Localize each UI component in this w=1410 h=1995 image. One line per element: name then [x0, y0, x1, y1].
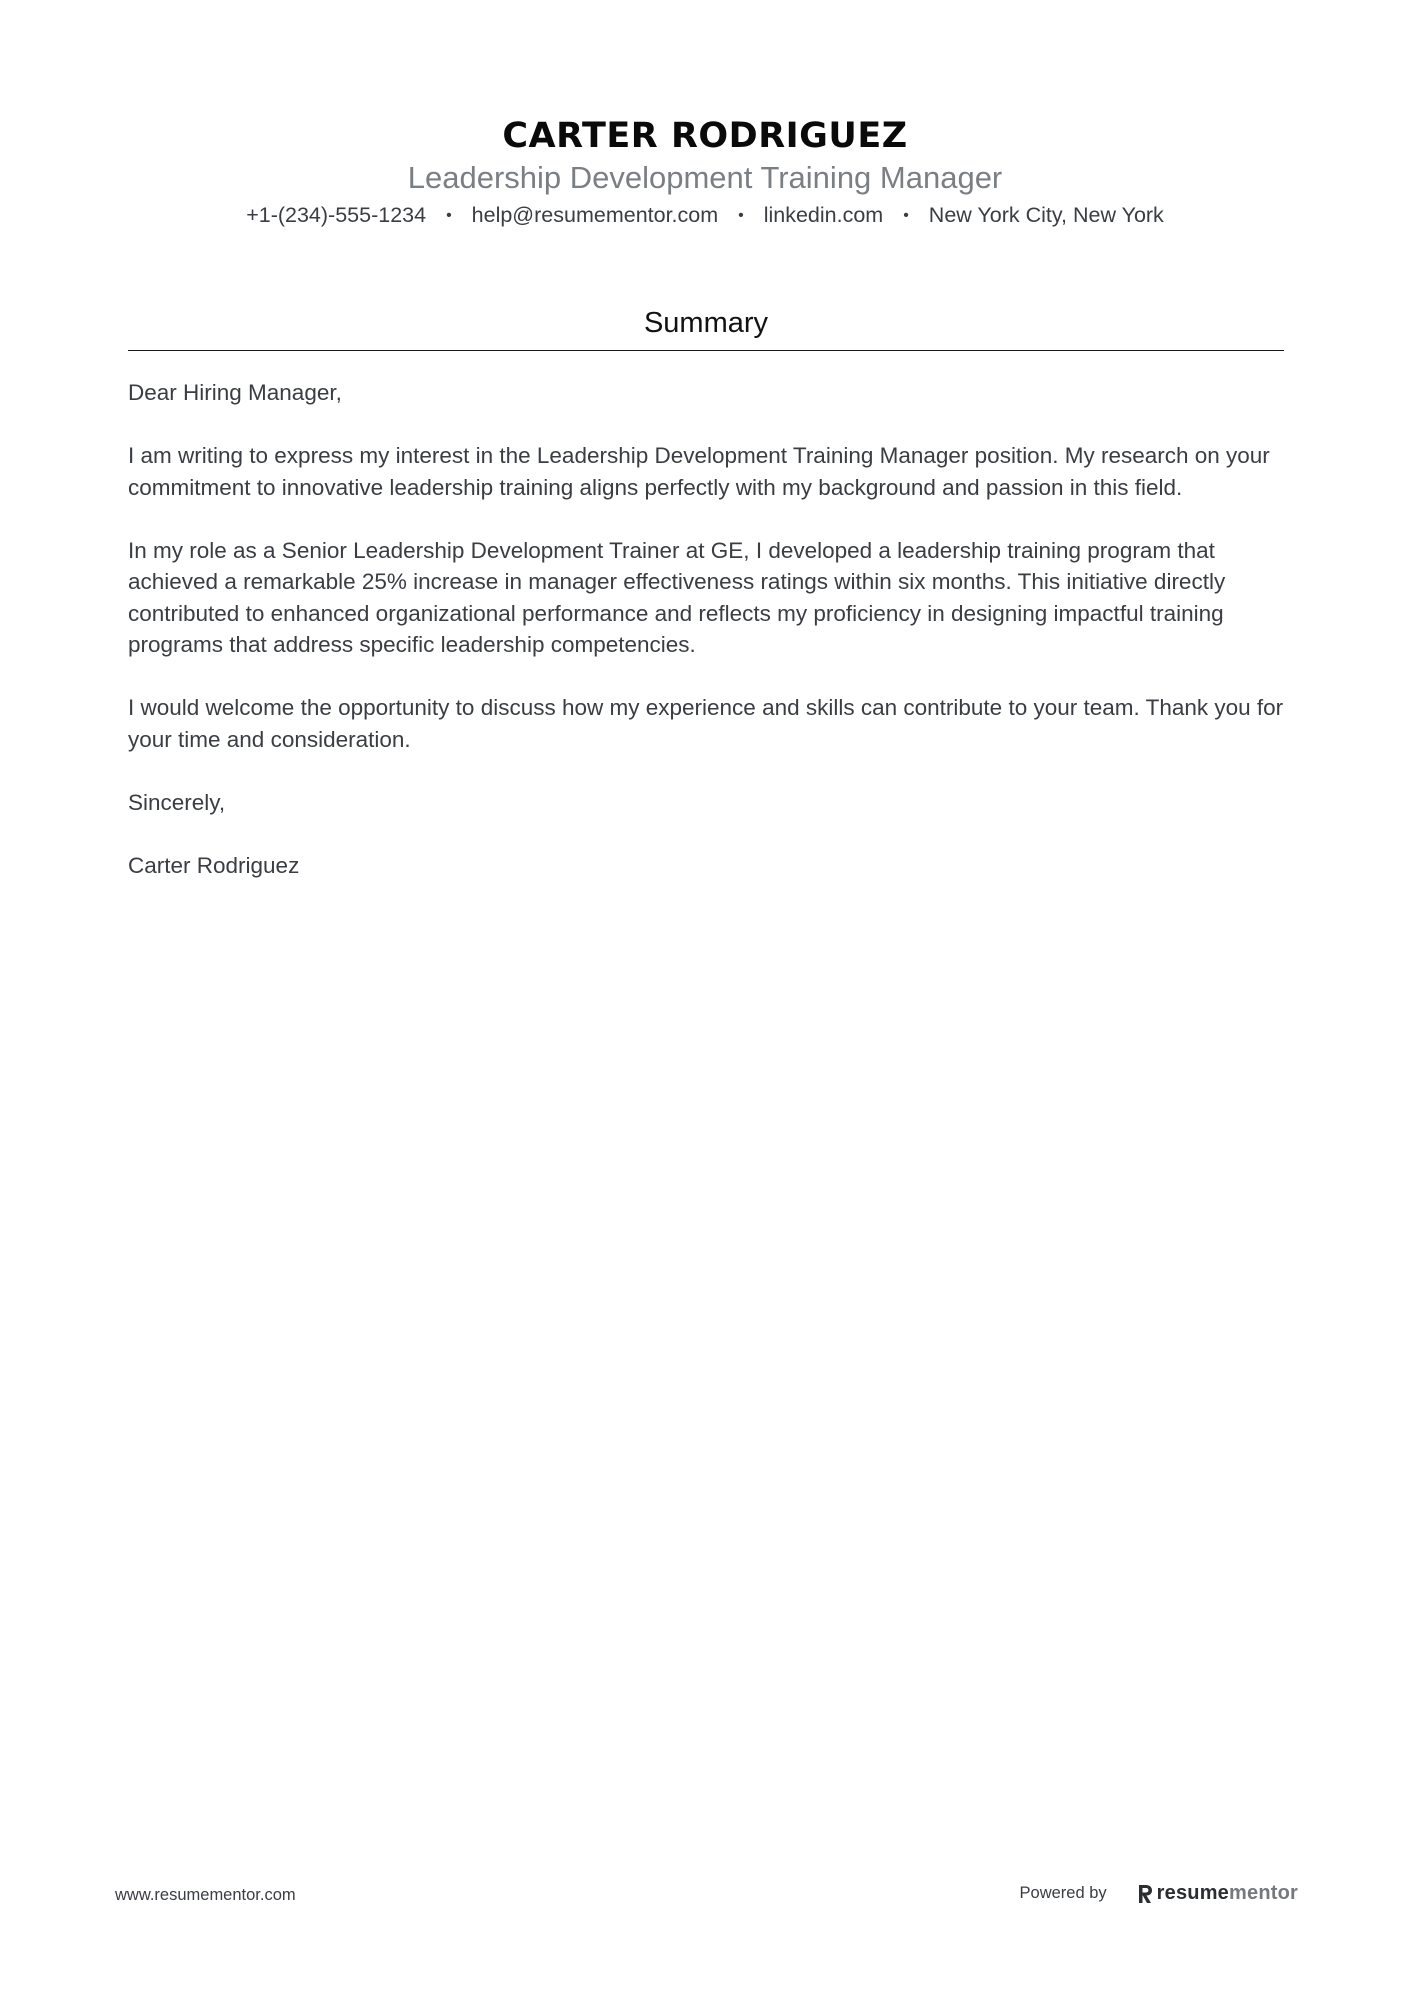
candidate-name: CARTER RODRIGUEZ — [502, 116, 908, 156]
letter-greeting: Dear Hiring Manager, — [128, 380, 342, 405]
contact-separator: • — [903, 207, 909, 224]
section-title: Summary — [128, 303, 1284, 351]
header — [0, 112, 1410, 230]
job-title: Leadership Development Training Manager — [407, 160, 1003, 195]
resumementor-logo-icon — [1137, 1884, 1153, 1904]
contact-email[interactable]: help@resumementor.com — [471, 203, 719, 227]
summary-section — [128, 303, 1284, 913]
letter-signature: Carter Rodriguez — [128, 852, 300, 878]
contact-separator: • — [738, 207, 744, 224]
brand-text-resume: resume — [1156, 1882, 1230, 1904]
letter-closing: Sincerely, — [128, 789, 226, 815]
contact-phone: +1-(234)-555-1234 — [246, 203, 427, 227]
powered-by-label: Powered by — [1019, 1884, 1107, 1902]
letter-paragraph: I am writing to express my interest in the Leadership Development Training Manager position. My research on your commitment to innovative leadership training aligns perfectly with my background and passion in this field. — [128, 443, 1270, 500]
footer-powered-by — [1020, 1882, 1298, 1905]
contact-separator: • — [446, 207, 452, 224]
letter-paragraph: In my role as a Senior Leadership Development Trainer at GE, I developed a leadership training program that achieved a remarkable 25% increase in manager effectiveness ratings within six months. This initiative directly contributed to enhanced organizational performance and reflects my proficiency in designing impactful training programs that address specific leadership competencies. — [128, 537, 1226, 657]
letter-paragraph: I would welcome the opportunity to discuss how my experience and skills can contribute to your team. Thank you for your time and consideration. — [128, 695, 1284, 752]
footer-website[interactable]: www.resumementor.com — [115, 1886, 296, 1904]
cover-letter-body — [128, 377, 1284, 881]
contact-line — [0, 201, 1410, 230]
brand-text-mentor: mentor — [1229, 1882, 1298, 1904]
brand-logo[interactable] — [1137, 1882, 1298, 1905]
contact-location: New York City, New York — [928, 203, 1164, 227]
contact-linkedin[interactable]: linkedin.com — [763, 203, 884, 227]
